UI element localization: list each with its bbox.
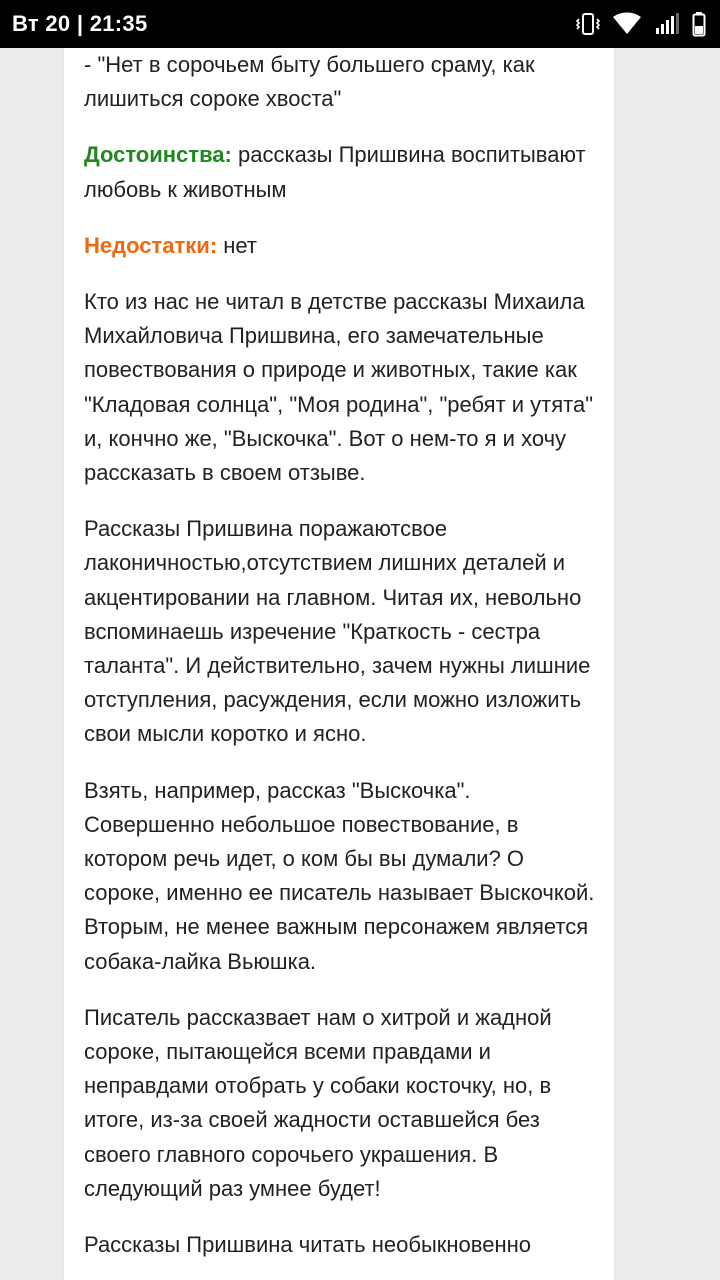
- review-paragraph: Взять, например, рассказ "Выскочка". Совершенно небольшое повествование, в котором речь идет, о ком бы вы думали? О сороке, именно ее писатель называет Выскочкой. Вторым, не менее важным персонажем является собака-лайка Вьюшка.: [84, 777, 595, 974]
- review-text: [84, 48, 604, 1280]
- pros-text: рассказы Пришвина воспитывают любовь к животным: [84, 142, 586, 202]
- page-content: [0, 48, 720, 1280]
- cons-label: Недостатки:: [84, 232, 218, 258]
- status-bar: [0, 0, 720, 48]
- vibrate-icon: [576, 11, 600, 37]
- review-paragraph: Писатель рассказвает нам о хитрой и жадной сороке, пытающейся всеми правдами и неправдами отобрать у собаки косточку, но, в итоге, из-за своей жадности оставшейся без своего главного сорочьего украшения. В следующий раз умнее будет!: [84, 1004, 552, 1201]
- pros-line: [84, 138, 604, 206]
- status-icons: [576, 11, 706, 37]
- review-paragraph: Кто из нас не читал в детстве рассказы Михаила Михайловича Пришвина, его замечательные повествования о природе и животных, такие как "Кладовая солнца", "Моя родина", "ребят и утята" и, кончно же, "Выскочка". Вот о нем-то я и хочу рассказать в своем отзыве.: [84, 289, 594, 486]
- cons-text: нет: [217, 232, 257, 258]
- battery-icon: [692, 11, 706, 37]
- pros-label: Достоинства:: [84, 142, 232, 168]
- status-time: Вт 20 | 21:35: [12, 11, 148, 36]
- signal-icon: [654, 12, 680, 36]
- review-paragraph: Рассказы Пришвина поражаютсвое лаконичностью,отсутствием лишних деталей и акцентировании на главном. Читая их, невольно вспоминаешь изречение "Краткость - сестра таланта". И действительно, зачем нужны лишние отступления, расуждения, если можно изложить свои мысли коротко и ясно.: [84, 516, 591, 747]
- wifi-icon: [612, 12, 642, 36]
- cons-line: [84, 229, 604, 263]
- review-quote: - "Нет в сорочьем быту большего сраму, как лишиться сороке хвоста": [84, 52, 535, 112]
- review-paragraph: Рассказы Пришвина читать необыкновенно: [84, 1232, 531, 1258]
